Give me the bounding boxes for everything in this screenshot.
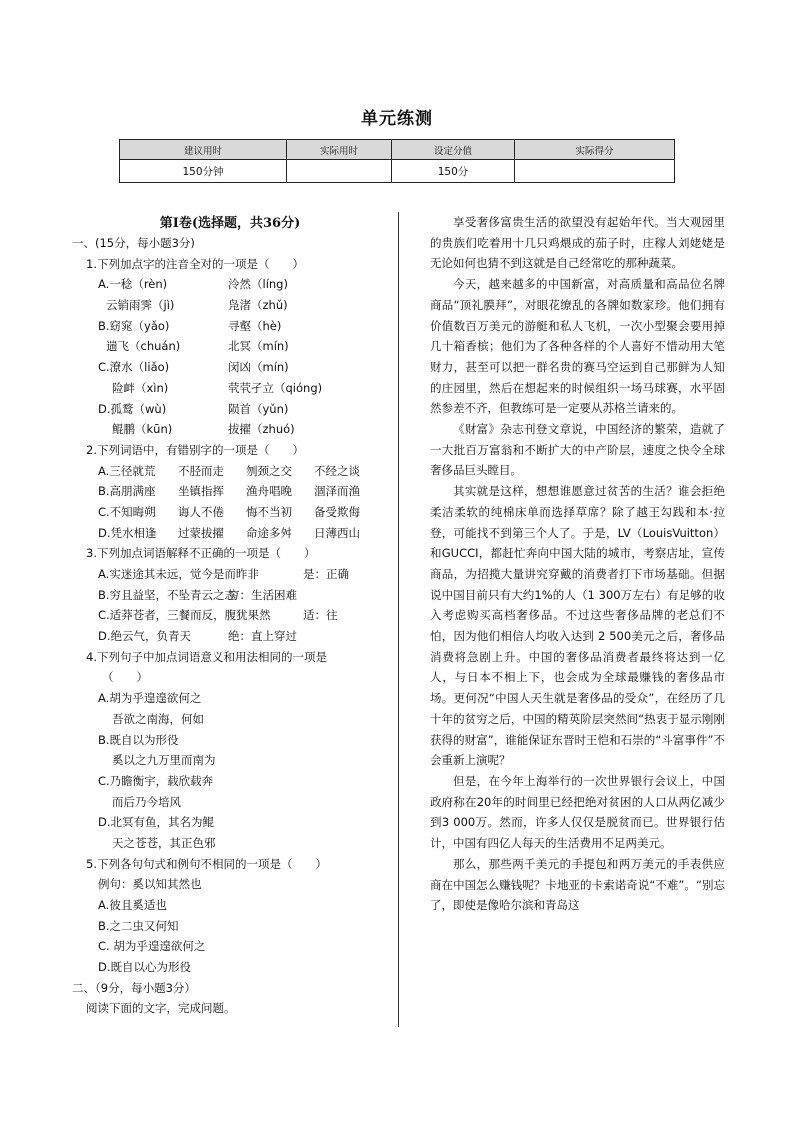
option-word: D.凭水相逢 (98, 525, 157, 540)
question-line (72, 812, 390, 833)
option-word: 命途多舛 (246, 525, 292, 540)
section-title: 第Ⅰ卷(选择题，共36分) (159, 216, 301, 231)
option-word: 不胫而走 (178, 463, 224, 478)
question-text: 奚以之九万里而南为 (112, 753, 216, 768)
question-line (72, 957, 390, 978)
question-text: 2.下列词语中，有错别字的一项是（ ） (86, 442, 304, 457)
passage-paragraph: 但是，在今年上海举行的一次世界银行会议上，中国政府称在20年的时间里已经把绝对贫困的人口从两亿减少到3 000万。然而，许多人仅仅是脱贫而已。世界银行估计，中国有四亿人每天的生活费用不足两美元。 (430, 773, 725, 851)
option-text: B.窈窕（yǎo) (98, 318, 170, 333)
question-line (72, 523, 390, 544)
value-suggested-time: 150分钟 (120, 160, 287, 183)
question-line (72, 647, 390, 668)
question-line (72, 978, 390, 999)
option-text: D.孤鹜（wù) (98, 401, 167, 416)
table-header-row (120, 140, 675, 160)
question-line (72, 936, 390, 957)
question-text: 5.下列各句句式和例句不相同的一项是（ ） (86, 856, 327, 871)
question-text: C. 胡为乎遑遑欲何之 (98, 939, 206, 954)
question-line (72, 792, 390, 813)
option-word: 诲人不倦 (178, 504, 224, 519)
option-answer: 凫渚（zhǔ) (228, 298, 288, 313)
question-text: B.之二虫又何知 (98, 918, 179, 933)
question-line (72, 399, 390, 420)
question-line (72, 771, 390, 792)
question-line (72, 833, 390, 854)
option-word: 悔不当初 (246, 504, 292, 519)
question-text: A.彼且奚适也 (98, 898, 167, 912)
option-text: 云销雨霁（jì) (106, 298, 175, 313)
question-text: B.既自以为形役 (98, 732, 179, 747)
header-suggested-time: 建议用时 (120, 140, 287, 160)
page-title: 单元练测 (361, 109, 433, 129)
question-line (72, 564, 390, 585)
time-score-table (119, 139, 675, 183)
question-line (72, 916, 390, 937)
option-answer: 北冥（mín) (228, 339, 289, 354)
question-line (72, 254, 390, 275)
question-line (72, 440, 390, 461)
option-word: 渔舟唱晚 (246, 484, 292, 499)
question-line (72, 481, 390, 502)
question-line (72, 874, 390, 895)
option-word: B.高朋满座 (98, 484, 156, 499)
option-answer: 是：正确 (303, 567, 349, 581)
question-line (72, 419, 390, 440)
option-text: C.潦水（liǎo) (98, 360, 170, 375)
option-answer: 拔擢（zhuó) (228, 422, 295, 437)
header-actual-time: 实际用时 (287, 140, 392, 160)
question-line (72, 336, 390, 357)
question-line (72, 750, 390, 771)
question-line (72, 274, 390, 295)
value-actual-time[interactable] (287, 160, 392, 183)
question-text: 一、(15分，每小题3分) (72, 236, 195, 250)
question-line (72, 626, 390, 647)
question-line (72, 378, 390, 399)
question-line (72, 461, 390, 482)
header-set-score: 设定分值 (392, 140, 515, 160)
question-text: 1.下列加点字的注音全对的一项是（ ） (86, 256, 304, 271)
option-word: C.不知晦朔 (98, 504, 156, 519)
option-text: 险衅（xìn) (112, 380, 169, 395)
value-actual-score[interactable] (515, 160, 675, 183)
passage-paragraph: 其实就是这样，想想谁愿意过贫苦的生活？谁会拒绝柔洁柔软的纯棉床单而选择草席？除了越王勾践和本·拉登，可能找不到第三个人了。于是，LV（LouisVuitton）和GUCCI，都赶忙奔向中国大陆的城市，考察店址，宣传商品，为招揽大量讲究穿戴的消费者打下市场基础。但据说中国目前只有大约1%的人（1 300万左右）有足够的收入考虑购买高档奢侈品。不过这些奢侈品牌的老总们不怕，因为他们相信人均收入达到 2 500美元之后，奢侈品消费将急剧上升。中国的奢侈品消费者最终将达到一亿人，与日本不相上下，也会成为全球最赚钱的奢侈品市场。更何况“中国人天生就是奢侈品的受众”，在经历了几十年的贫穷之后，中国的精英阶层突然间“热衷于显示刚刚获得的财富”，谁能保证东晋时王恺和石崇的“斗富事件”不会重新上演呢？ (430, 484, 725, 768)
table-value-row (120, 160, 675, 183)
option-answer: 穷：生活困难 (228, 587, 297, 602)
option-answer: 闵凶（mín) (228, 360, 289, 375)
option-word: 涸泽而渔 (314, 484, 360, 499)
option-word: 备受欺侮 (314, 504, 360, 519)
question-text: C.乃瞻衡宇，载欣载奔 (98, 773, 214, 788)
question-text: D.既自以心为形役 (98, 960, 192, 975)
option-answer: 陨首（yǔn) (228, 401, 289, 416)
question-line (72, 585, 390, 606)
question-line (72, 895, 390, 916)
option-text: C.适莽苍者，三餐而反，腹犹果然 (98, 608, 271, 623)
option-answer: 绝：直上穿过 (228, 629, 297, 644)
question-line (72, 316, 390, 337)
question-text: A.胡为乎遑遑欲何之 (98, 691, 202, 706)
option-text: A.一稔（rèn) (98, 277, 168, 292)
question-text: 二、（9分，每小题3分） (72, 980, 196, 995)
option-text: 遄飞（chuán) (106, 339, 181, 354)
question-line (72, 543, 390, 564)
option-answer: 寻壑（hè) (228, 318, 282, 333)
question-line (72, 709, 390, 730)
value-set-score: 150分 (392, 160, 515, 183)
question-text: 3.下列加点词语解释不正确的一项是（ ） (86, 546, 316, 561)
question-line (72, 233, 390, 254)
question-line (72, 605, 390, 626)
question-line (72, 998, 390, 1019)
option-text: B.穷且益坚，不坠青云之志 (98, 587, 237, 602)
question-text: 天之苍苍，其正色邪 (112, 835, 216, 850)
option-word: A.三径就荒 (98, 463, 156, 478)
question-text: 阅读下面的文字，完成问题。 (86, 1001, 236, 1016)
question-text: D.北冥有鱼，其名为鲲 (98, 815, 215, 830)
option-answer: 茕茕孑立（qióng) (228, 380, 323, 395)
option-word: 坐镇指挥 (178, 484, 224, 499)
passage-paragraph: 《财富》杂志刊登文章说，中国经济的繁荣，造就了一大批百万富翁和不断扩大的中产阶层，速度之快令全球奢侈品巨头瞠目。 (430, 422, 725, 478)
option-word: 刎颈之交 (246, 463, 292, 478)
option-answer: 适：往 (303, 608, 338, 623)
right-column-passage (430, 212, 725, 916)
option-text: A.实迷途其未远，觉今是而昨非 (98, 567, 259, 581)
passage-paragraph: 享受奢侈富贵生活的欲望没有起始年代。当大观园里的贵族们吃着用十几只鸡煨成的茄子时，庄稼人刘姥姥是无论如何也猜不到这就是自己经常吃的那种蔬菜。 (430, 215, 725, 271)
question-text: 例句：奚以知其然也 (98, 877, 202, 892)
option-word: 过蒙拔擢 (178, 525, 224, 540)
question-text: 吾欲之南海，何如 (112, 711, 204, 726)
option-text: 鲲鹏（kūn) (112, 422, 173, 437)
question-text: （ ） (102, 670, 148, 685)
question-text: 4.下列句子中加点词语意义和用法相同的一项是 (86, 649, 327, 664)
question-line (72, 854, 390, 875)
question-text: 而后乃今培风 (112, 794, 181, 809)
option-word: 日薄西山 (314, 525, 360, 540)
left-column-questions (72, 233, 390, 1019)
question-line (72, 688, 390, 709)
question-line (72, 730, 390, 751)
option-word: 不经之谈 (314, 463, 360, 478)
passage-paragraph: 今天，越来越多的中国新富，对高质量和高品位名牌商品“顶礼膜拜”，对眼花缭乱的各牌如数家珍。他们拥有价值数百万美元的游艇和私人飞机，一次小型聚会要用掉几十箱香槟；他们为了各种各样的个人喜好不惜动用大笔财力，甚至可以把一群名贵的赛马空运到自己那鲜为人知的庄园里，然后在想起来的时候组织一场马球赛，水平固然参差不齐，但教练可是一定要从苏格兰请来的。 (430, 277, 725, 416)
question-line (72, 357, 390, 378)
passage-paragraph: 那么，那些两千美元的手提包和两万美元的手表供应商在中国怎么赚钱呢？卡地亚的卡索诺奇说“不难”。“别忘了，即使是像哈尔滨和青岛这 (430, 856, 725, 913)
header-actual-score: 实际得分 (515, 140, 675, 160)
question-line (72, 295, 390, 316)
question-line (72, 667, 390, 688)
column-divider (398, 212, 399, 1027)
option-text: D.绝云气，负青天 (98, 629, 192, 644)
option-answer: 泠然（líng) (228, 277, 288, 292)
question-line (72, 502, 390, 523)
